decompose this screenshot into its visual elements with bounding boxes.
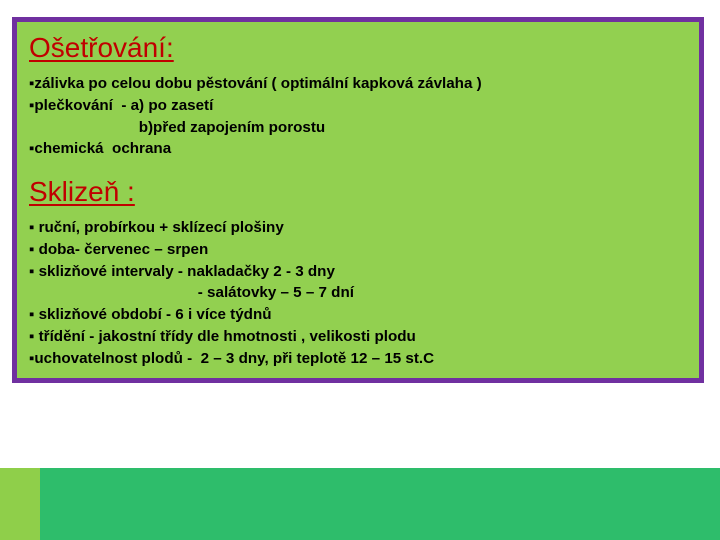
list-item: ▪uchovatelnost plodů - 2 – 3 dny, při teplotě 12 – 15 st.C (29, 349, 435, 367)
list-item: ▪zálivka po celou dobu pěstování ( optimální kapková závlaha ) (29, 75, 482, 92)
osetrovani-list (29, 73, 482, 160)
band-left-stripe (0, 468, 40, 540)
list-item: ▪plečkování - a) po zasetí (29, 96, 214, 114)
list-item: ▪ ruční, probírkou + sklízecí plošiny (29, 219, 284, 236)
band-right-stripe (40, 468, 720, 540)
content-box (12, 17, 704, 383)
bottom-band (0, 468, 720, 540)
list-item: ▪ sklizňové intervaly - nakladačky 2 - 3 dny (29, 262, 335, 280)
list-item: ▪ sklizňové období - 6 i více týdnů (29, 306, 272, 324)
list-item: b)před zapojením porostu (29, 118, 326, 136)
sklizen-list (29, 217, 434, 370)
section-heading-sklizen: Sklizeň : (29, 176, 135, 207)
list-item: ▪ doba- červenec – srpen (29, 240, 209, 258)
section-heading-osetrovani: Ošetřování: (29, 32, 174, 63)
list-item: ▪ třídění - jakostní třídy dle hmotnosti , velikosti plodu (29, 327, 416, 345)
list-item: - salátovky – 5 – 7 dní (29, 284, 354, 302)
list-item: ▪chemická ochrana (29, 140, 172, 158)
